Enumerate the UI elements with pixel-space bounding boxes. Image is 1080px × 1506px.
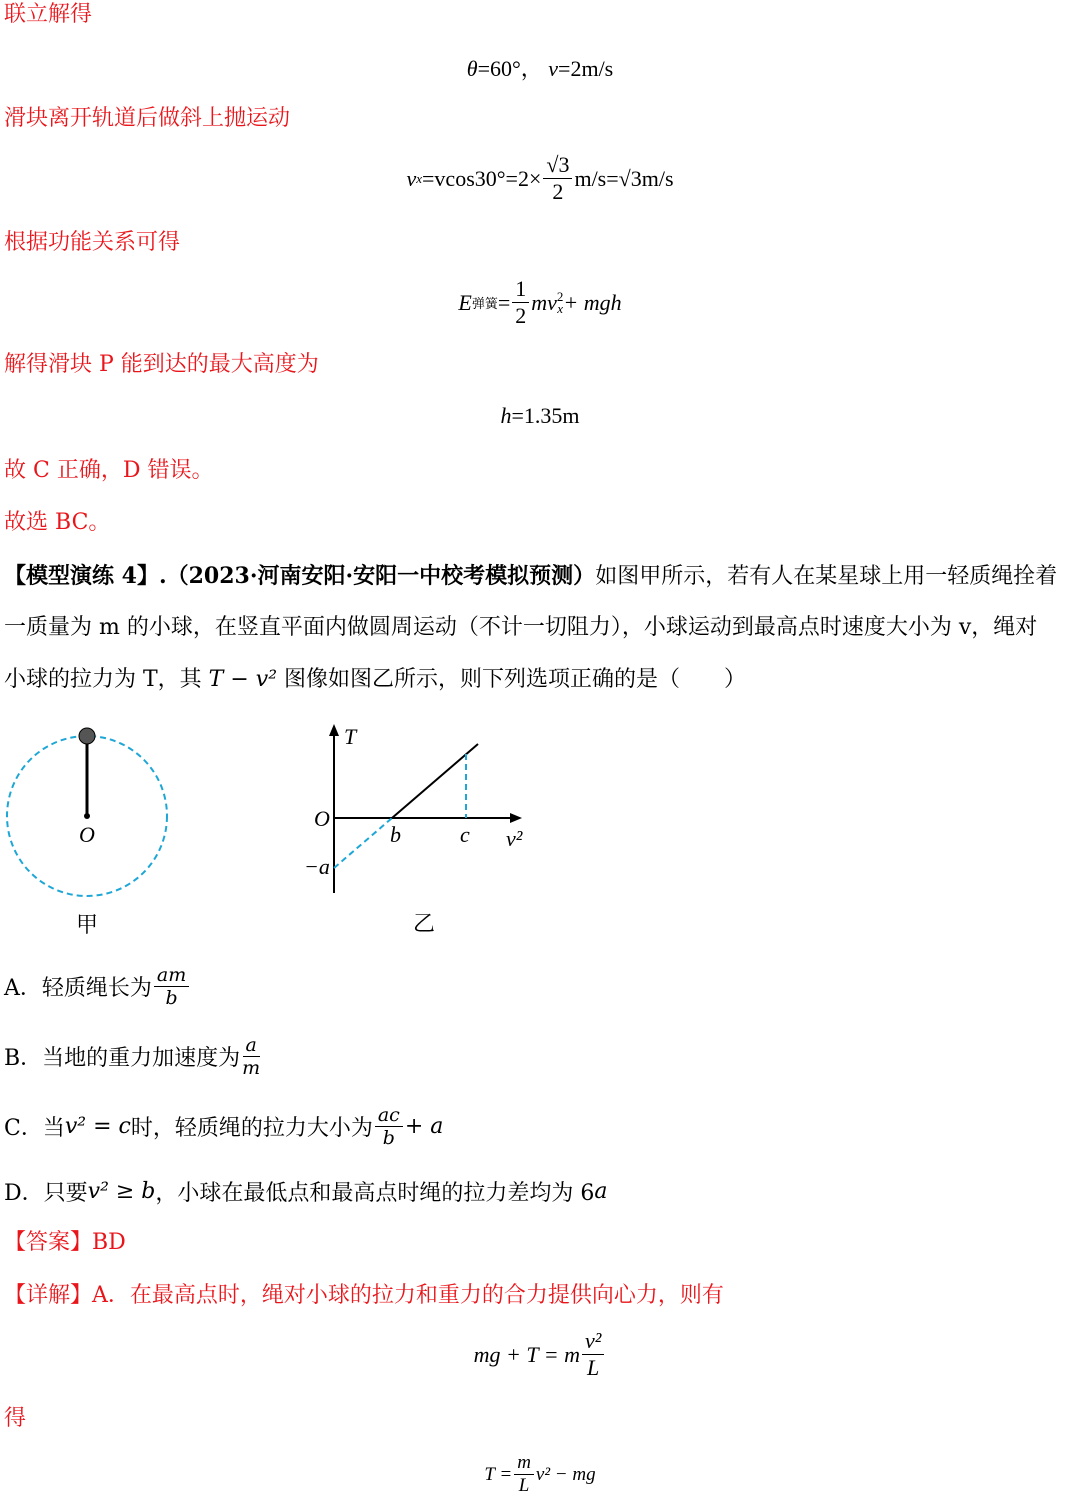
caption-jia: 甲 [75,913,99,938]
origin-label: O [314,806,330,831]
c-label: c [460,822,470,847]
x-label: v² [506,826,523,851]
detail-line: 【详解】A．在最高点时，绳对小球的拉力和重力的合力提供向心力，则有 [4,1283,724,1308]
equation-theta-v: θ=60°， v=2m/s [466,56,614,81]
x-axis-arrow [510,813,522,823]
neg-a-label: −a [304,854,330,879]
equation-vx: v x =vcos30°=2× $\frac{√3}{2}$ m/s=√3m/s [406,152,674,204]
option-a[interactable]: A．轻质绳长为 $\frac{am}{b}$ [4,964,191,1009]
fraction: $\frac{1}{2}$ [512,276,529,329]
figure-jia [0,720,200,940]
y-label: T [344,724,357,749]
text-line: 解得滑块 P 能到达的最大高度为 [4,352,319,377]
fraction: $\frac{am}{b}$ [154,964,189,1009]
option-d[interactable]: D．只要 v² ≥ b ，小球在最低点和最高点时绳的拉力差均为 6 a [4,1179,608,1206]
problem-line-1: 【模型演练 4】.（2023·河南安阳·安阳一中校考模拟预测）如图甲所示，若有人在某星球上用一轻质绳拴着 [4,563,1058,589]
fraction: $\frac{\text{v²}}{L}$ [582,1328,604,1381]
text-line: 故选 BC。 [4,510,111,535]
caption-yi: 乙 [412,912,436,937]
equation-energy: E 弹簧 = $\frac{1}{2}$ mv 2 x + mgh [458,276,622,328]
answer-line: 【答案】BD [4,1230,126,1255]
option-c[interactable]: C．当 v² = c 时，轻质绳的拉力大小为 $\frac{ac}{b}$ + a [4,1104,444,1149]
text-line: 得 [4,1406,27,1431]
problem-line-3: 小球的拉力为 T，其 T − v² 图像如图乙所示，则下列选项正确的是（ ） [4,667,747,692]
fraction: $\frac{ac}{b}$ [375,1104,403,1149]
b-label: b [390,822,401,847]
text-line: 故 C 正确，D 错误。 [4,458,214,483]
text-line: 联立解得 [4,2,93,27]
fraction: $\frac{a}{m}$ [242,1034,261,1079]
equation-centripetal: mg + T = m $\frac{\text{v²}}{L}$ [0,1328,1080,1381]
equation-h: h=1.35m [500,403,580,428]
figure-yi [290,718,550,943]
center-point [84,813,90,819]
center-label: O [79,822,95,847]
extension-line [334,818,392,868]
fraction: $\frac{√3}{2}$ [543,152,572,205]
problem-line-2: 一质量为 m 的小球，在竖直平面内做圆周运动（不计一切阻力），小球运动到最高点时速度大小为 v，绳对 [4,615,1038,640]
fraction: $\frac{m}{L}$ [514,1452,534,1497]
option-b[interactable]: B．当地的重力加速度为 $\frac{a}{m}$ [4,1034,261,1079]
equation-tension: T = $\frac{m}{L}$ v² − mg [484,1452,596,1496]
text-line: 根据功能关系可得 [4,230,181,255]
ball [79,728,95,744]
text-line: 滑块离开轨道后做斜上抛运动 [4,106,291,131]
y-axis-arrow [329,724,339,736]
